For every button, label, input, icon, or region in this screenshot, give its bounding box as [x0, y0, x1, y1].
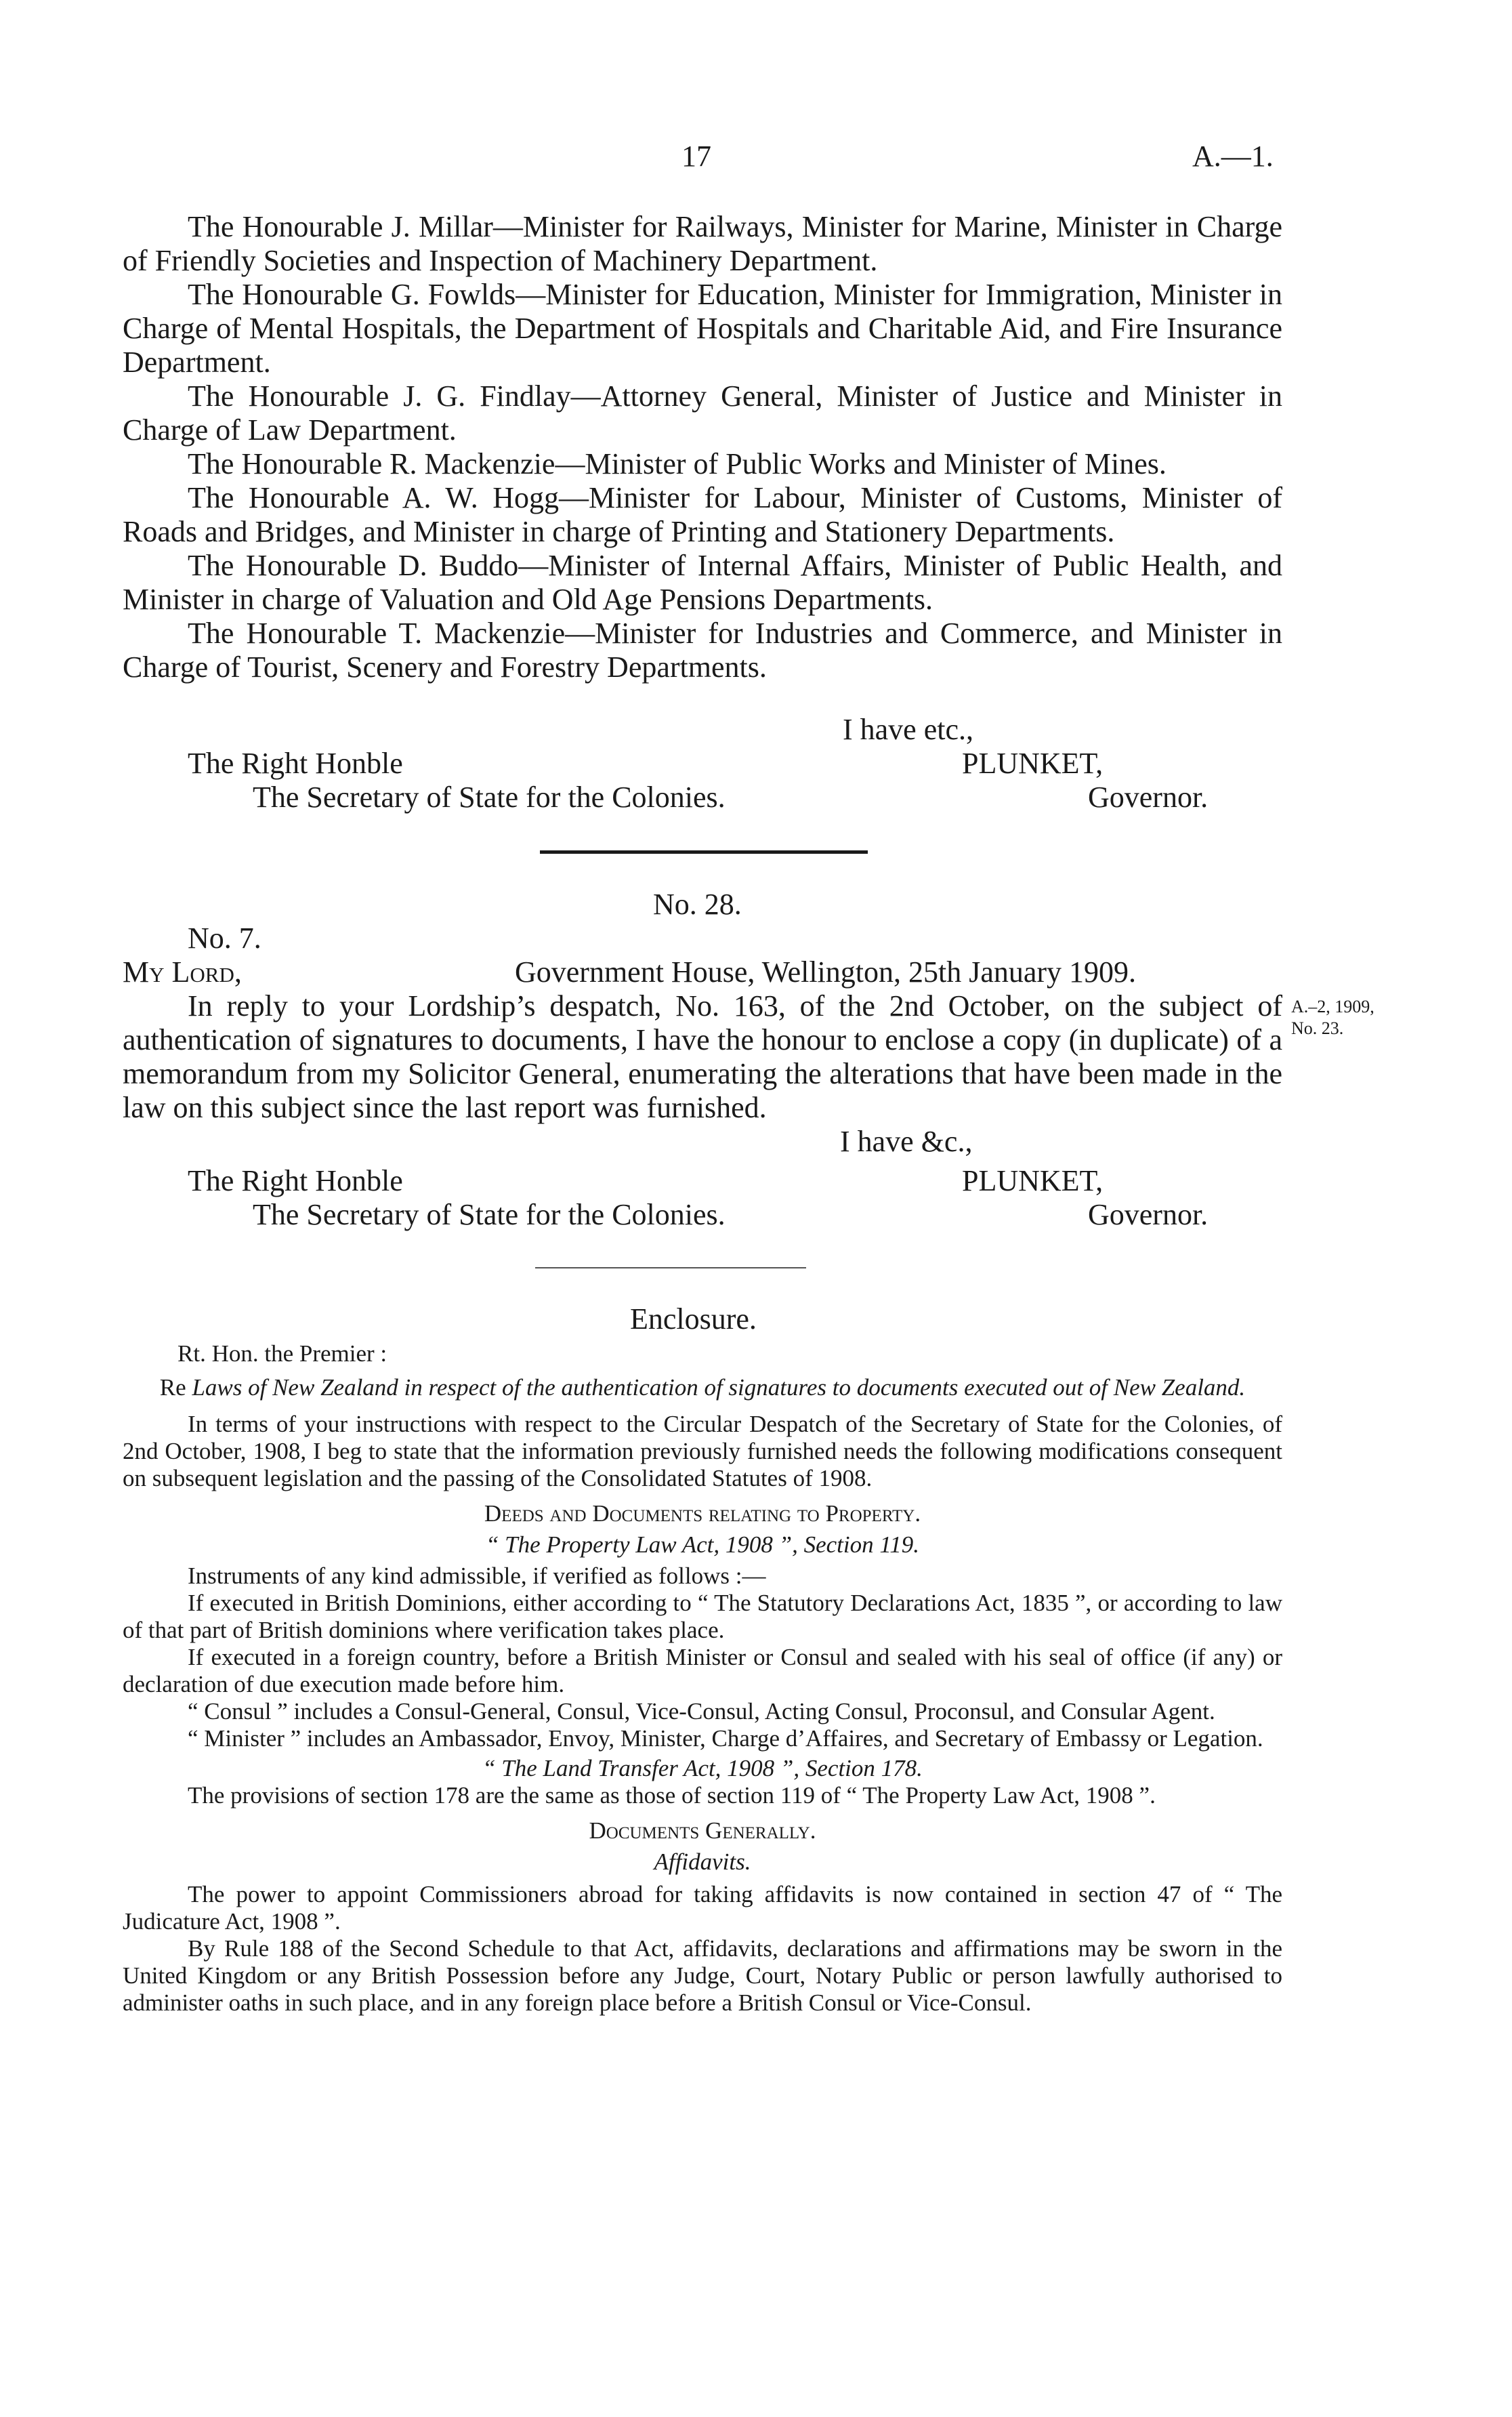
despatch-heading: No. 28.	[653, 888, 742, 921]
signer-title: Governor.	[1088, 1198, 1209, 1231]
memo-subject	[123, 1374, 1282, 1401]
minister-entry: The Honourable T. Mackenzie—Minister for Industries and Commerce, and Minister in Charge of Tourist, Scenery and Forestry Departments.	[123, 617, 1282, 684]
addressee-title: The Secretary of State for the Colonies.	[253, 781, 726, 814]
margin-reference: A.–2, 1909,	[1291, 997, 1374, 1016]
closing-phrase: I have &c.,	[840, 1125, 973, 1158]
body-paragraph: The provisions of section 178 are the same as those of section 119 of “ The Property Law Act, 1908 ”.	[188, 1782, 1156, 1809]
section-divider	[540, 850, 868, 854]
margin-reference: No. 23.	[1291, 1018, 1344, 1038]
memo-intro: In terms of your instructions with respect to the Circular Despatch of the Secretary of State for the Colonies, of 2nd October, 1908, I beg to state that the information previously furnished needs the following modifications consequent on subsequent legislation and the passing of the Consolidated Statutes of 1908.	[123, 1411, 1282, 1491]
minister-entry: The Honourable D. Buddo—Minister of Internal Affairs, Minister of Public Health, and Minister in charge of Valuation and Old Age Pensions Departments.	[123, 549, 1282, 616]
place-and-date: Government House, Wellington, 25th January 1909.	[515, 955, 1137, 989]
section-divider	[535, 1267, 806, 1268]
document-reference: A.—1.	[1192, 140, 1274, 173]
minister-entry: The Honourable J. Millar—Minister for Railways, Minister for Marine, Minister in Charge of Friendly Societies and Inspection of Machinery Department.	[123, 210, 1282, 277]
ministers-list	[123, 210, 1282, 684]
despatch-paragraph: In reply to your Lordship’s despatch, No. 163, of the 2nd October, on the subject of authentication of signatures to documents, I have the honour to enclose a copy (in duplicate) of a memorandum from my Solicitor General, enumerating the alterations that have been made in the law on this subject since the last report was furnished.	[123, 989, 1282, 1124]
page-number: 17	[681, 140, 711, 173]
minister-entry: The Honourable A. W. Hogg—Minister for Labour, Minister of Customs, Minister of Roads and Bridges, and Minister in charge of Printing and Stationery Departments.	[123, 481, 1282, 548]
minister-entry: The Honourable J. G. Findlay—Attorney General, Minister of Justice and Minister in Charge of Law Department.	[123, 379, 1282, 447]
signer-title: Governor.	[1088, 781, 1209, 814]
minister-entry: The Honourable R. Mackenzie—Minister of Public Works and Minister of Mines.	[188, 447, 1167, 480]
enclosure-heading: Enclosure.	[630, 1302, 757, 1336]
subheading: Affidavits.	[654, 1848, 751, 1875]
section-heading: Documents Generally.	[589, 1817, 816, 1844]
despatch-reference: No. 7.	[188, 922, 261, 955]
signer-name: PLUNKET,	[962, 747, 1104, 780]
body-paragraph: “ Consul ” includes a Consul-General, Consul, Vice-Consul, Acting Consul, Proconsul, and Consular Agent.	[188, 1698, 1215, 1724]
body-paragraph: “ Minister ” includes an Ambassador, Envoy, Minister, Charge d’Affaires, and Secretary of Embassy or Legation.	[188, 1725, 1263, 1752]
body-paragraph: If executed in a foreign country, before a British Minister or Consul and sealed with his seal of office (if any) or declaration of due execution made before him.	[123, 1644, 1282, 1697]
addressee-line: The Right Honble	[188, 1164, 403, 1197]
section-heading: Deeds and Documents relating to Property.	[484, 1500, 921, 1527]
re-prefix: Re	[159, 1374, 192, 1401]
body-paragraph: The power to appoint Commissioners abroad for taking affidavits is now contained in section 47 of “ The Judicature Act, 1908 ”.	[123, 1881, 1282, 1935]
addressee-title: The Secretary of State for the Colonies.	[253, 1198, 726, 1231]
body-paragraph: Instruments of any kind admissible, if verified as follows :—	[188, 1563, 766, 1589]
memo-recipient: Rt. Hon. the Premier :	[177, 1340, 387, 1367]
re-subject: Laws of New Zealand in respect of the authentication of signatures to documents executed out of New Zealand.	[192, 1374, 1246, 1401]
minister-entry: The Honourable G. Fowlds—Minister for Education, Minister for Immigration, Minister in Charge of Mental Hospitals, the Department of Hospitals and Charitable Aid, and Fire Insurance Department.	[123, 278, 1282, 379]
despatch-body	[123, 989, 1282, 1125]
act-title: “ The Land Transfer Act, 1908 ”, Section 178.	[482, 1755, 923, 1781]
enclosure-body	[123, 1374, 1282, 2017]
act-title: “ The Property Law Act, 1908 ”, Section 119.	[485, 1531, 920, 1558]
body-paragraph: If executed in British Dominions, either according to “ The Statutory Declarations Act, 1835 ”, or according to law of that part of British dominions where verification takes place.	[123, 1590, 1282, 1643]
closing-phrase: I have etc.,	[843, 713, 973, 746]
salutation: My Lord,	[123, 955, 242, 989]
addressee-line: The Right Honble	[188, 747, 403, 780]
body-paragraph: By Rule 188 of the Second Schedule to that Act, affidavits, declarations and affirmations may be sworn in the United Kingdom or any British Possession before any Judge, Court, Notary Public or person lawfully authorised to administer oaths in such place, and in any foreign place before a British Consul or Vice-Consul.	[123, 1935, 1282, 2016]
signer-name: PLUNKET,	[962, 1164, 1104, 1197]
